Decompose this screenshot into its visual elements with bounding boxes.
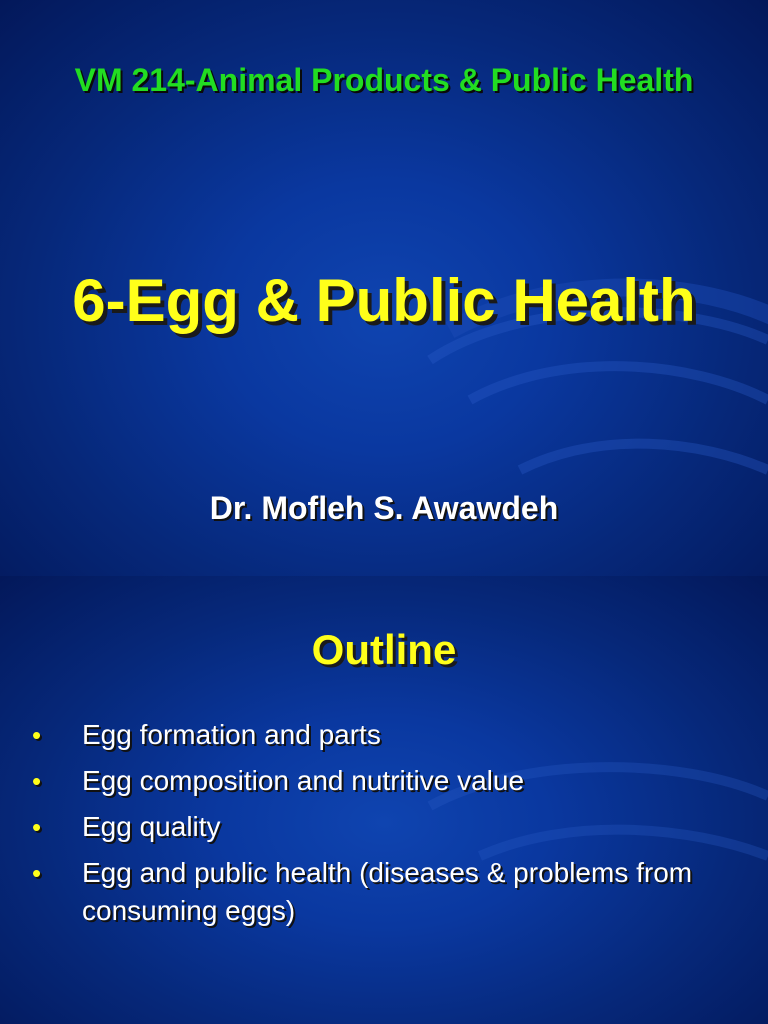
bullet-icon: • (32, 766, 42, 796)
outline-title: Outline (311, 626, 457, 673)
list-item-text: Egg formation and parts (82, 719, 381, 750)
outline-slide (0, 576, 768, 1024)
bullet-icon: • (32, 720, 42, 750)
author-name: Dr. Mofleh S. Awawdeh (209, 490, 559, 526)
list-item (30, 808, 730, 846)
course-title: VM 214-Animal Products & Public Health (74, 62, 694, 98)
list-item (30, 762, 730, 800)
list-item-text: Egg quality (82, 811, 221, 842)
list-item-text: Egg and public health (diseases & problems from consuming eggs) (82, 857, 693, 926)
outline-list (30, 716, 730, 938)
list-item-text: Egg composition and nutritive value (82, 765, 525, 796)
list-item (30, 854, 730, 930)
bullet-icon: • (32, 858, 42, 888)
presentation-title: 6-Egg & Public Health (72, 267, 696, 334)
bullet-icon: • (32, 812, 42, 842)
list-item (30, 716, 730, 754)
